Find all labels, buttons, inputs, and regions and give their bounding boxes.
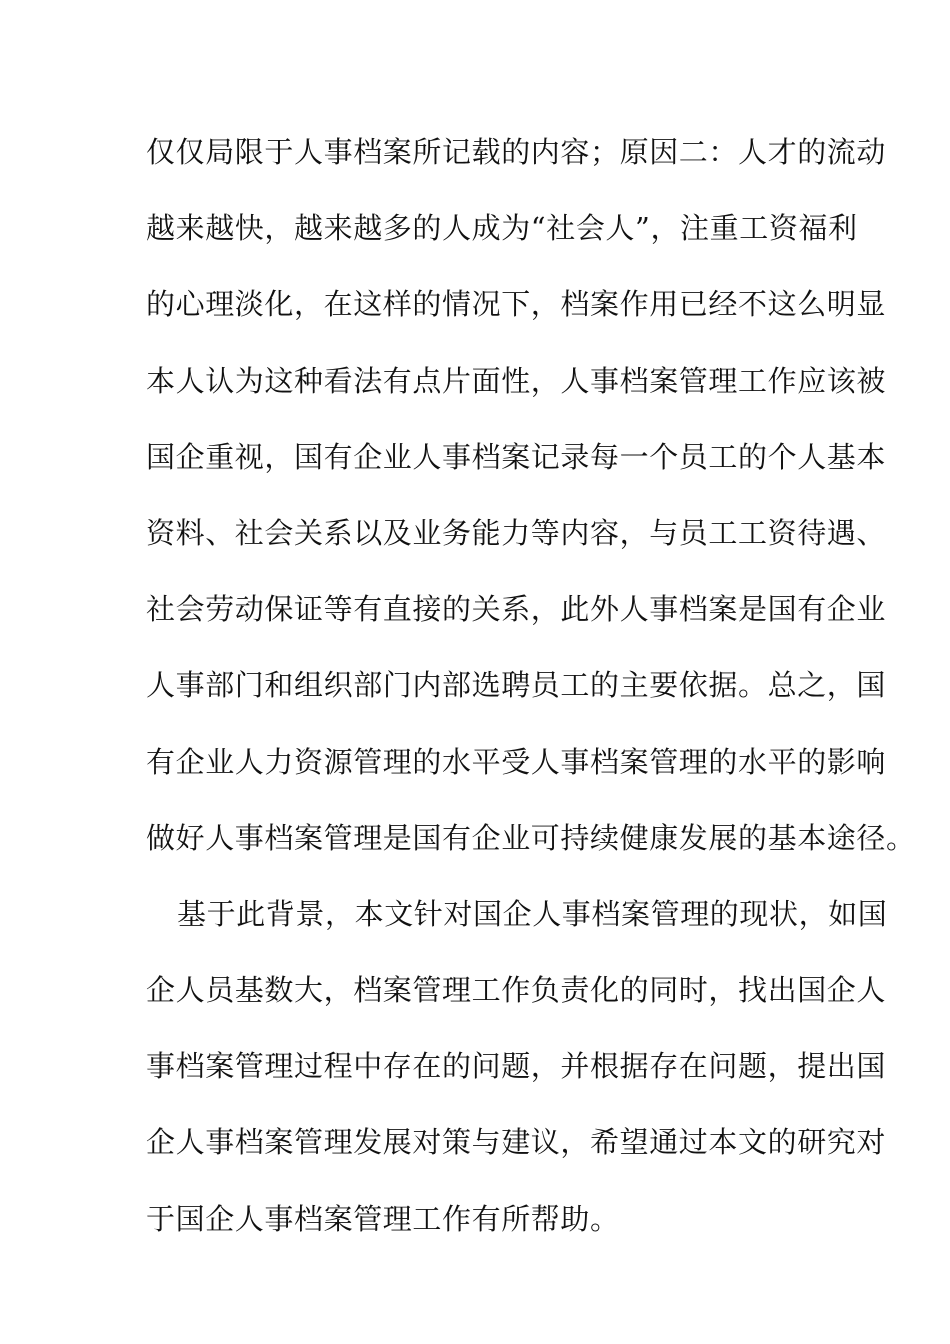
text-line: 企人事档案管理发展对策与建议，希望通过本文的研究对 xyxy=(146,1125,887,1160)
text-line: 仅仅局限于人事档案所记载的内容；原因二：人才的流动 xyxy=(146,135,887,169)
text-line: 本人认为这种看法有点片面性，人事档案管理工作应该被 xyxy=(146,363,887,398)
text-line: 社会劳动保证等有直接的关系，此外人事档案是国有企业 xyxy=(146,592,887,627)
text-line: 有企业人力资源管理的水平受人事档案管理的水平的影响 xyxy=(146,744,887,779)
text-line: 人事部门和组织部门内部选聘员工的主要依据。总之，国 xyxy=(146,668,887,703)
text-line: 资料、社会关系以及业务能力等内容，与员工工资待遇、 xyxy=(146,515,887,550)
paragraph-start-line: 基于此背景，本文针对国企人事档案管理的现状，如国 xyxy=(177,896,888,931)
body-text xyxy=(146,128,916,1271)
text-line: 国企重视，国有企业人事档案记录每一个员工的个人基本 xyxy=(146,439,887,474)
text-line: 越来越快，越来越多的人成为“社会人”，注重工资福利 xyxy=(146,211,858,246)
text-line: 做好人事档案管理是国有企业可持续健康发展的基本途径。 xyxy=(146,820,916,855)
text-line: 于国企人事档案管理工作有所帮助。 xyxy=(146,1201,620,1236)
text-line: 的心理淡化，在这样的情况下，档案作用已经不这么明显 xyxy=(146,287,887,322)
text-line: 事档案管理过程中存在的问题，并根据存在问题，提出国 xyxy=(146,1049,887,1084)
text-line: 企人员基数大，档案管理工作负责化的同时，找出国企人 xyxy=(146,973,887,1008)
